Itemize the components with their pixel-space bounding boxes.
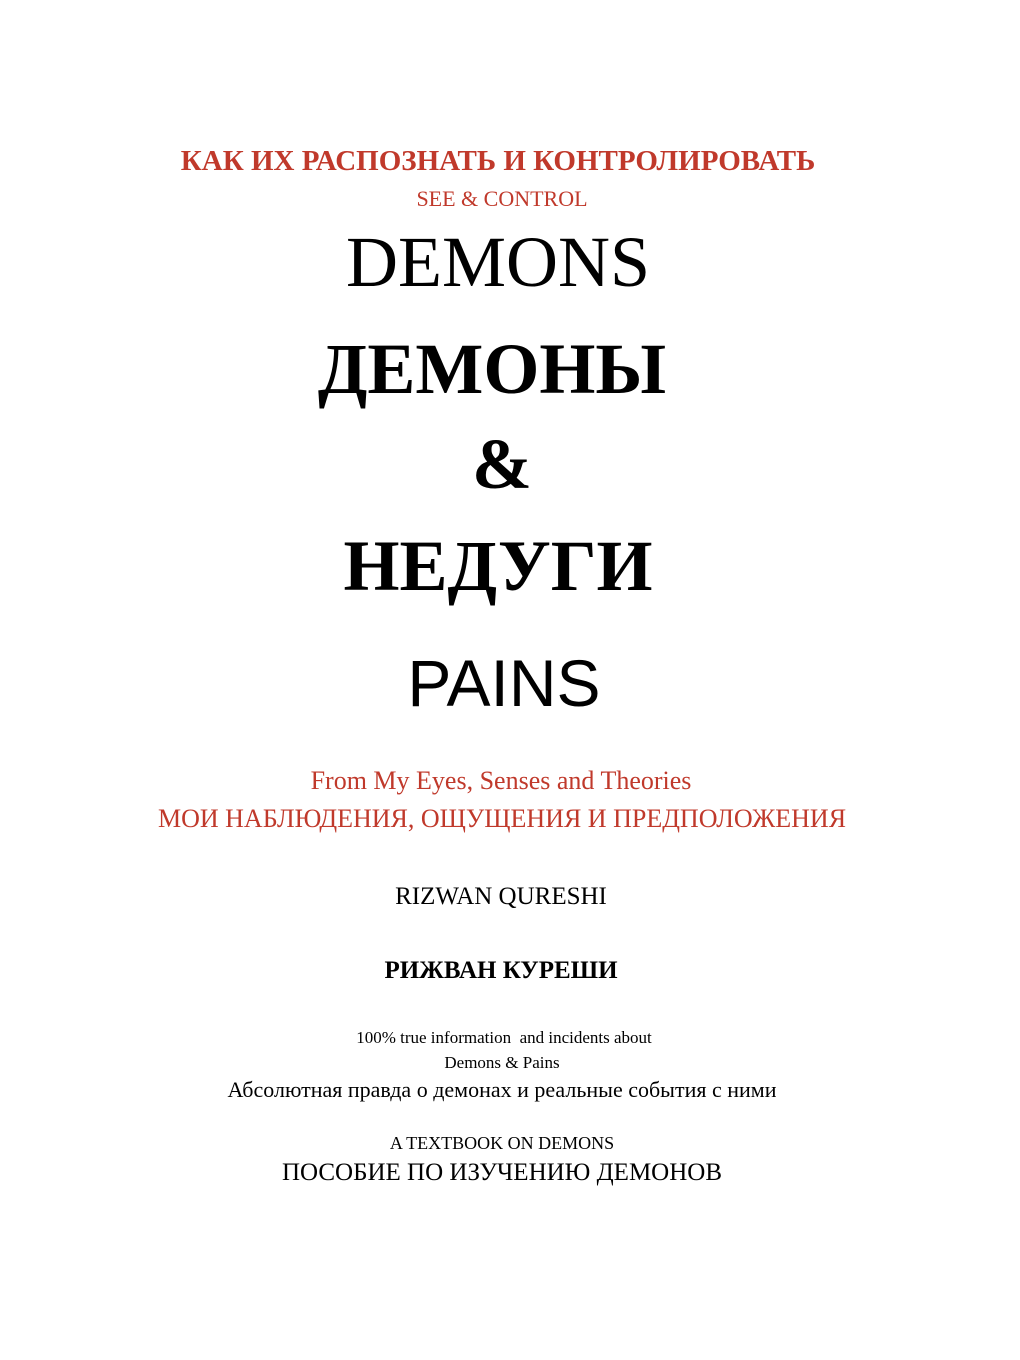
- subtitle-ru: КАК ИХ РАСПОЗНАТЬ И КОНТРОЛИРОВАТЬ: [180, 145, 816, 177]
- info-line-1: 100% true information and incidents about: [356, 1028, 652, 1047]
- info-ru: Абсолютная правда о демонах и реальные события с ними: [227, 1077, 777, 1102]
- author-name-en: RIZWAN QURESHI: [395, 883, 607, 910]
- title-ampersand: &: [472, 424, 532, 504]
- textbook-label-en: A TEXTBOOK ON DEMONS: [389, 1133, 615, 1153]
- tagline-en: From My Eyes, Senses and Theories: [310, 766, 692, 795]
- tagline-ru: МОИ НАБЛЮДЕНИЯ, ОЩУЩЕНИЯ И ПРЕДПОЛОЖЕНИЯ: [157, 804, 847, 833]
- textbook-label-ru: ПОСОБИЕ ПО ИЗУЧЕНИЮ ДЕМОНОВ: [281, 1159, 723, 1186]
- info-line-2: Demons & Pains: [444, 1053, 560, 1072]
- title-pains-ru: НЕДУГИ: [343, 526, 653, 606]
- author-name-ru: РИЖВАН КУРЕШИ: [384, 957, 618, 984]
- title-pains-en: PAINS: [407, 646, 601, 720]
- title-demons-en: DEMONS: [345, 222, 651, 302]
- subtitle-en: SEE & CONTROL: [416, 186, 588, 211]
- title-demons-ru: ДЕМОНЫ: [317, 329, 667, 409]
